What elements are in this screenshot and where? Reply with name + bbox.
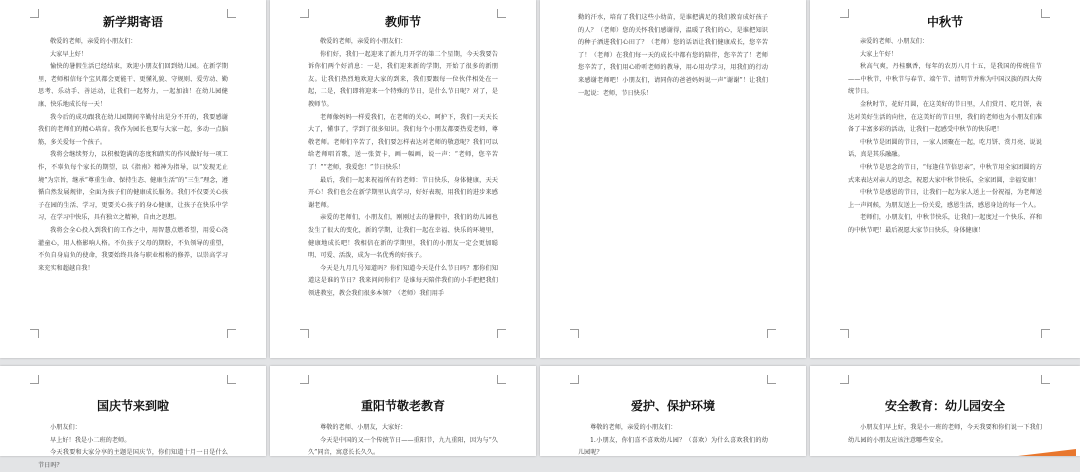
paragraph: 我今后的成功跟我在幼儿园期间辛勤付出是分不开的，我要感谢我们的老师们的精心培育。我作为园长也要与大家一起，多动一点脑筋，多关爱每一个孩子。 bbox=[38, 113, 228, 146]
paragraph: 秋高气爽，丹桂飘香，每年的农历八月十五，是我国的传统佳节——中秋节，中秋节与春节、端午节、清明节并称为中国汉族的四大传统节日。 bbox=[848, 63, 1042, 96]
paragraph: 敬爱的老师，亲爱的小朋友们： bbox=[320, 38, 407, 45]
page-content bbox=[308, 398, 498, 460]
paragraph: 我将会全心投入到我们的工作之中，用智慧点燃希望，用爱心浇灌童心，用人格影响人格。不负孩子父母的期盼，不负领导的重望，不负自身肩负的使命，我要始终具备与职业相称的修养，以崇高学习来充实和超越自我！ bbox=[38, 226, 228, 272]
paragraph: 金秋时节，花好月圆，在这美好的节日里，人们赏月、吃月饼，表达对美好生活的向往，在这美好的节日里，我们的老师也为小朋友们准备了丰富多彩的活动，让我们一起感受中秋节的快乐吧！ bbox=[848, 100, 1042, 134]
crop-mark bbox=[1041, 329, 1050, 338]
paragraph: 1.小朋友，你们喜不喜欢幼儿园？（喜欢）为什么喜欢我们的幼儿园呢？ bbox=[578, 436, 768, 457]
crop-mark bbox=[497, 375, 506, 384]
page-content bbox=[38, 398, 228, 472]
arrow-icon bbox=[1018, 449, 1076, 456]
crop-mark bbox=[300, 329, 309, 338]
page-content bbox=[848, 14, 1042, 238]
paragraph: 中秋节是团圆的节日，一家人团聚在一起，吃月饼、赏月亮、说说话，真是其乐融融。 bbox=[848, 138, 1042, 159]
page-content bbox=[578, 12, 768, 100]
crop-mark bbox=[1041, 9, 1050, 18]
paragraph: 今天是中国的又一个传统节日——重阳节，九九重阳，因为与“久久”同音，寓意长长久久。 bbox=[308, 436, 498, 457]
paragraph: 今天我要和大家分享的主题是国庆节，你们知道十月一日是什么节日吗？ bbox=[38, 449, 228, 469]
crop-mark bbox=[30, 375, 39, 384]
paragraph: 小朋友们早上好，我是小一班的老师，今天我要和你们说一下我们幼儿园的小朋友应该注意哪些安全。 bbox=[848, 424, 1042, 444]
paragraph: 敬爱的老师，亲爱的小朋友们： bbox=[50, 38, 137, 45]
crop-mark bbox=[30, 329, 39, 338]
paragraph: 最后，我们一起来祝福所有的老师：节日快乐，身体健康，天天开心！我们也会在新学期里认真学习，好好表现，用我们的进步来感谢老师。 bbox=[308, 176, 498, 209]
paragraph: 今天是九月几号知道吗？你们知道今天是什么节日吗？那你们知道这是谁的节日？我来问问你们？是谁每天陪伴我们的小手把把我们领进教室，教会我们很多本领？（老师）我们用手 bbox=[308, 264, 498, 297]
page-title: 爱护、保护环境 bbox=[630, 399, 715, 413]
page-content bbox=[308, 14, 498, 300]
page-title: 国庆节来到啦 bbox=[96, 399, 169, 413]
paragraph: 大家早上好！ bbox=[50, 50, 88, 58]
crop-mark bbox=[497, 329, 506, 338]
crop-mark bbox=[840, 329, 849, 338]
crop-mark bbox=[227, 329, 236, 338]
paragraph: 尊敬的老师、小朋友，大家好： bbox=[320, 424, 407, 431]
document-page-8[interactable] bbox=[810, 366, 1080, 456]
paragraph: 早上好！我是小二班的老师。 bbox=[50, 436, 131, 444]
paragraph: 你们好，我们一起迎来了新九月开学的第二个星期，今天我要告诉你们两个好消息：一是，我们迎来新的学期，开始了很多的新朋友。让我们热烈地欢迎大家的到来，我们要跟每一位伙伴相处在一起，二是，我们即将迎来一个特殊的节日，是什么节日呢？对了，是教师节。 bbox=[308, 50, 498, 108]
page-title: 重阳节敬老教育 bbox=[360, 399, 445, 413]
document-page-6[interactable] bbox=[270, 366, 536, 456]
document-page-5[interactable] bbox=[0, 366, 266, 469]
crop-mark bbox=[840, 375, 849, 384]
paragraph: 亲爱的老师们，小朋友们，刚刚过去的暑假中，我们的幼儿园也发生了很大的变化，新的学期，让我们一起在幸福、快乐的环境里，健康地成长吧！我相信在新的学期里，我们的小朋友一定会更加聪明、可爱、活泼，成为一名优秀的好孩子。 bbox=[308, 214, 498, 260]
paragraph: 我将会继续努力，以积极饱满的态度和踏实的作风做好每一项工作，不辜负每个家长的期望，以《指南》精神为指导，以“发现无止境”为宗旨，继承“尊重生命、保持生态、健康生活”的“三生”理念，遵循自然发展规律，全面为孩子们的健康成长服务。我们不仅要关心孩子在园的生活、学习，更要关心孩子的身心健康，让孩子在快乐中学习，在学习中快乐，具有独立之精神，自由之思想。 bbox=[38, 151, 228, 222]
paragraph: 尊敬的老师，亲爱的小朋友们： bbox=[590, 424, 677, 431]
paragraph: 中秋节是思念的节日，“每逢佳节倍思亲”，中秋节用全家团圆的方式来表达对亲人的思念，祝愿大家中秋节快乐，全家团圆，幸福安康！ bbox=[848, 163, 1042, 184]
paragraph: 愉快的暑假生活已经结束，欢迎小朋友们回到幼儿园。在新学期里，老师相信每个宝贝都会更能干、更懂礼貌、守规则、爱劳动、勤思考、乐动手、善运动，让我们一起努力，一起加油！在幼儿园健康、快乐地成长每一天！ bbox=[38, 63, 228, 108]
document-page-3[interactable] bbox=[540, 0, 806, 358]
crop-mark bbox=[767, 375, 776, 384]
paragraph: 老师们，小朋友们，中秋节快乐，让我们一起度过一个快乐、祥和的中秋节吧！最后祝愿大家节日快乐，身体健康！ bbox=[848, 214, 1042, 234]
paragraph: 亲爱的老师、小朋友们： bbox=[860, 38, 929, 45]
crop-mark bbox=[227, 375, 236, 384]
document-page-4[interactable] bbox=[810, 0, 1080, 358]
crop-mark bbox=[497, 9, 506, 18]
paragraph: 大家上午好！ bbox=[860, 50, 898, 58]
crop-mark bbox=[570, 329, 579, 338]
crop-mark bbox=[570, 375, 579, 384]
page-content bbox=[38, 14, 228, 275]
document-page-7[interactable] bbox=[540, 366, 806, 456]
document-page-1[interactable] bbox=[0, 0, 266, 358]
document-page-2[interactable] bbox=[270, 0, 536, 358]
crop-mark bbox=[300, 375, 309, 384]
page-content bbox=[578, 398, 768, 460]
paragraph: 勤的汗水，培育了我们这些小幼苗，是谁把满足的我们教育成好孩子的人？（老师）您的关怀我们感谢得，温暖了我们的心，是谁把知识的种子洒进我们心田了？（老师）您的话语让我们健康成长，您辛苦了！（老师）在我们每一天的成长中都有您的陪伴，您辛苦了！老师您辛苦了，我们用心聆听老师的教导，用心用功学习，用我们的行动来感谢老师吧！小朋友们，请同你的爸爸妈妈说一声“谢谢”！让我们一起说：老师，节日快乐！ bbox=[578, 14, 768, 97]
page-title: 安全教育：幼儿园安全 bbox=[884, 399, 1005, 413]
crop-mark bbox=[227, 9, 236, 18]
page-title: 新学期寄语 bbox=[102, 15, 163, 29]
paragraph: 小朋友们： bbox=[50, 424, 81, 431]
crop-mark bbox=[1041, 375, 1050, 384]
page-title: 中秋节 bbox=[926, 15, 963, 29]
page-content bbox=[848, 398, 1042, 447]
paragraph: 老师像妈妈一样爱我们，在老师的关心、呵护下，我们一天天长大了，懂事了，学到了很多知识。我们每个小朋友都要热爱老师，尊敬老师。老师们辛苦了，我们要怎样表达对老师的敬意呢？我们可以给老师唱首歌，送一张贺卡，画一幅画，说一声：“老师，您辛苦了！”“老师，我爱您！”节日快乐！ bbox=[308, 113, 498, 171]
paragraph: 中秋节是感恩的节日，让我们一起为家人送上一份祝福，为老师送上一声问候，为朋友送上一份关爱，感恩生活，感恩身边的每一个人。 bbox=[848, 189, 1042, 209]
page-title: 教师节 bbox=[384, 15, 421, 29]
crop-mark bbox=[767, 329, 776, 338]
